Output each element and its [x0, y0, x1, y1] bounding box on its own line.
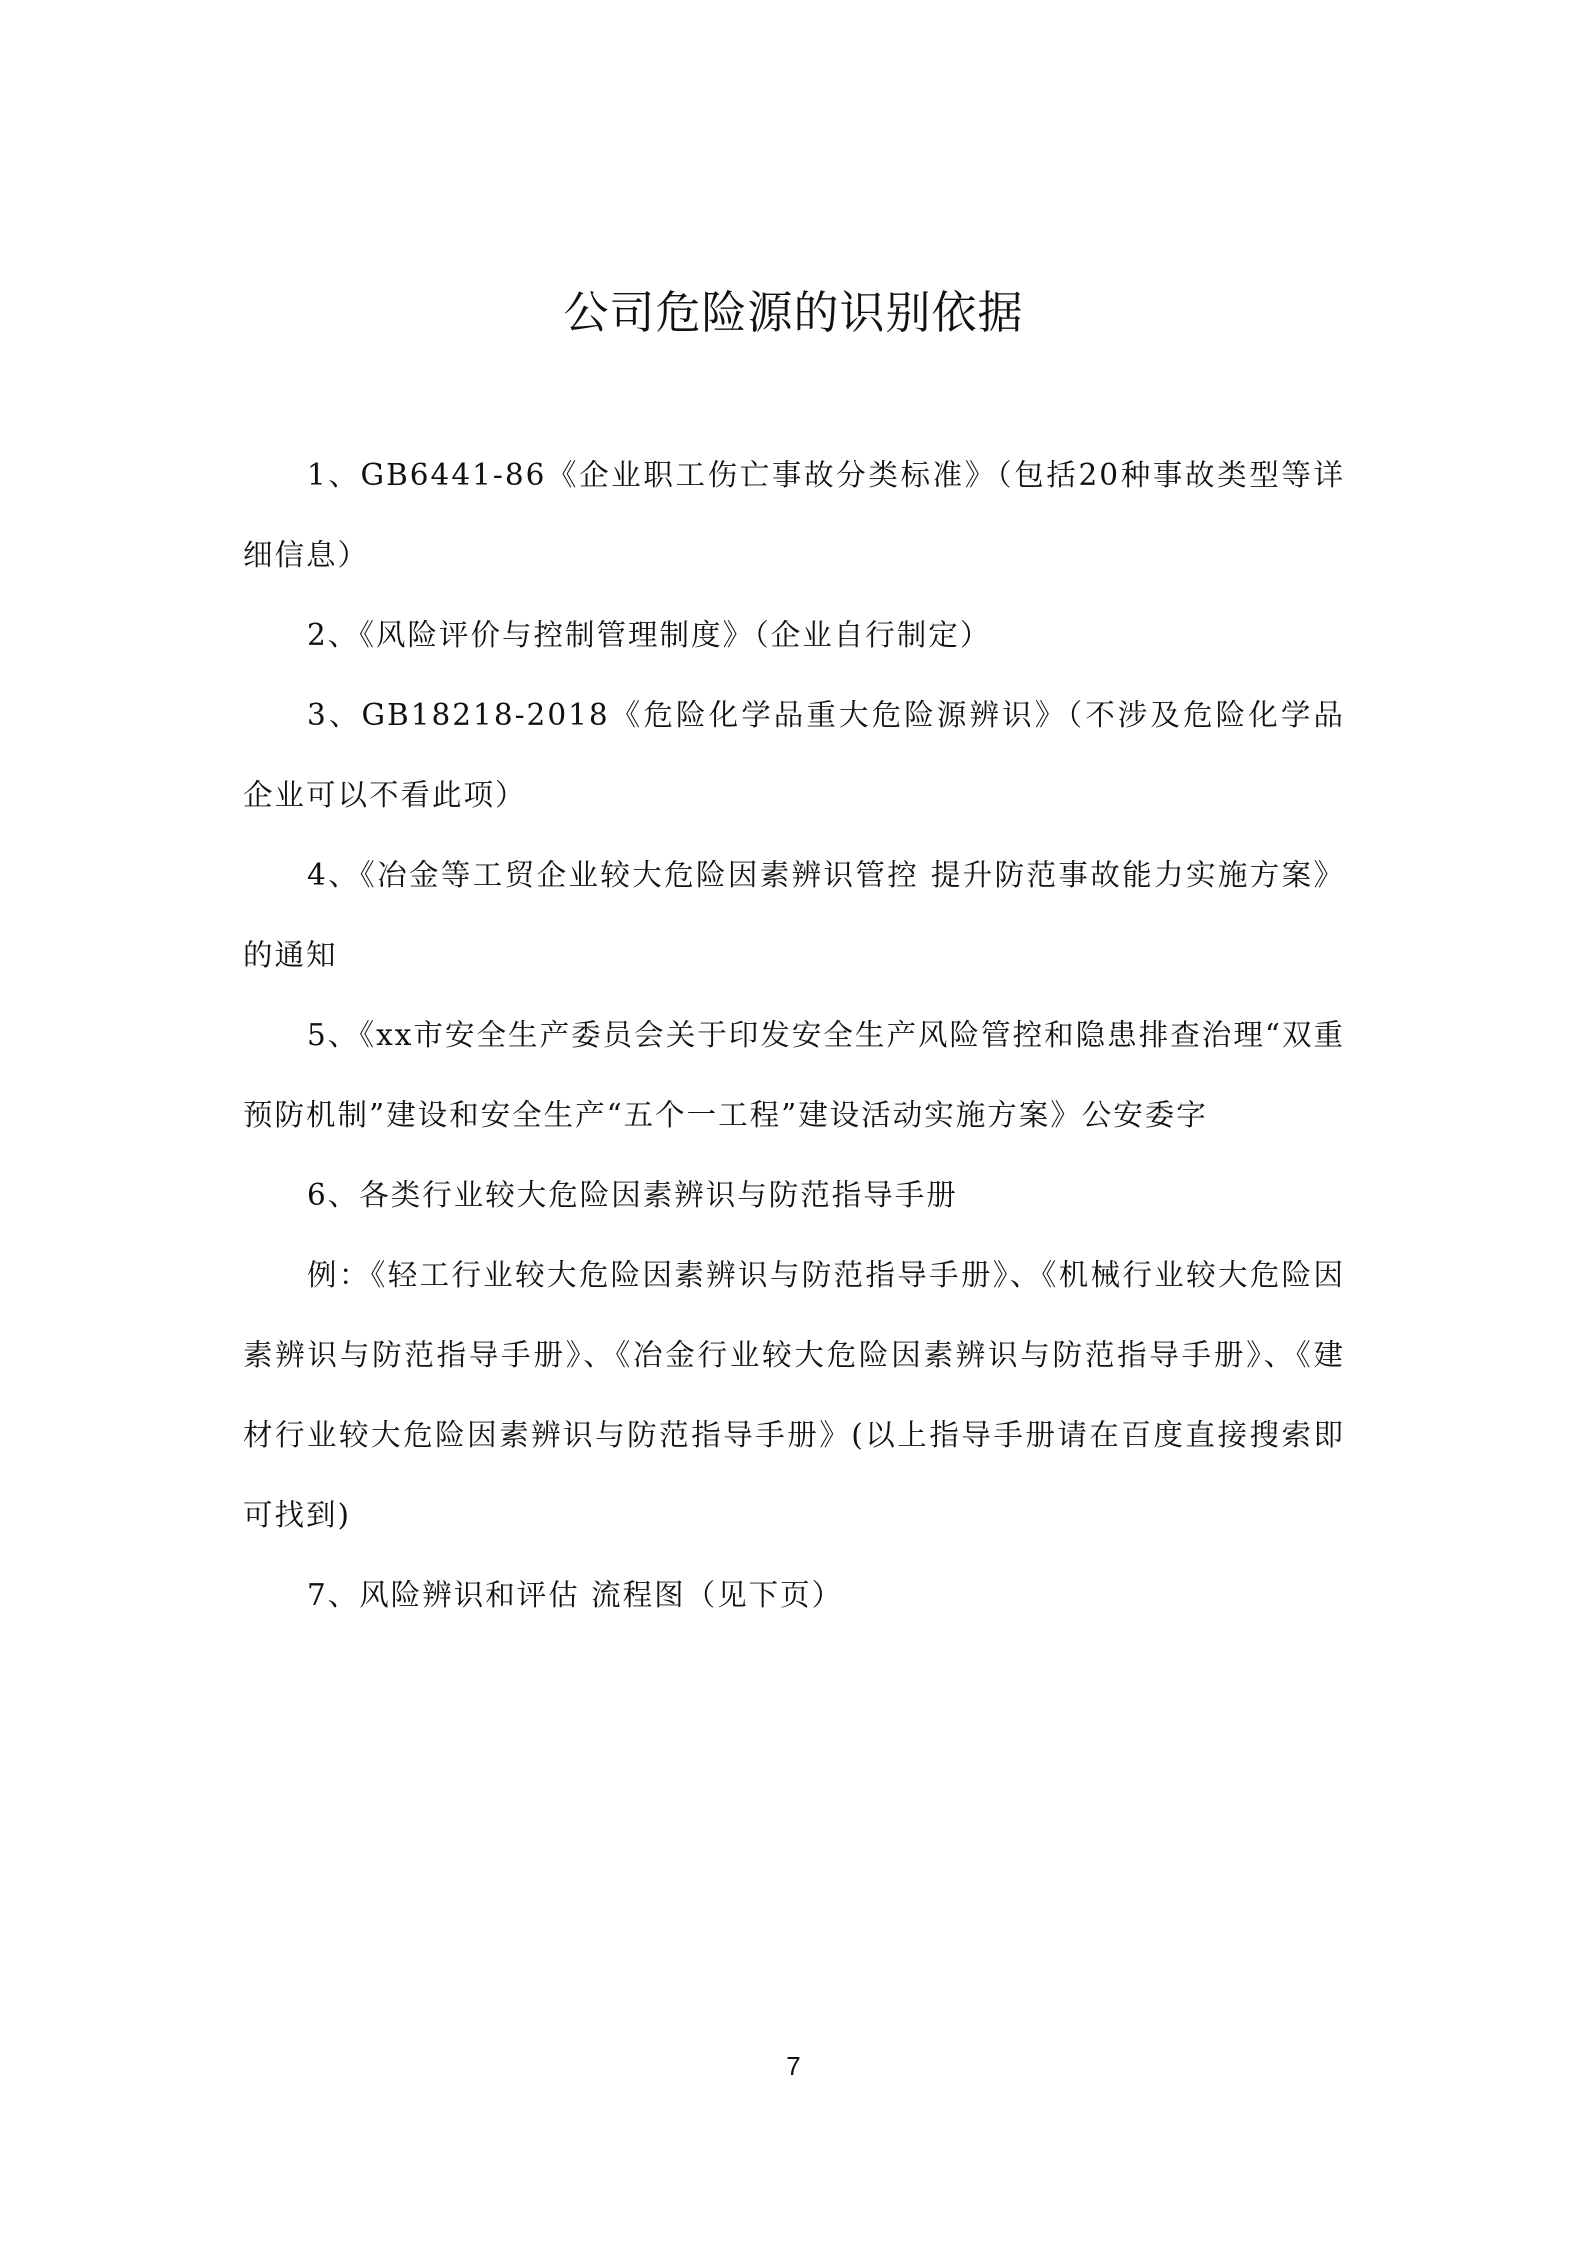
page-title: 公司危险源的识别依据	[563, 286, 1024, 339]
paragraph-2: 2、《风险评价与控制管理制度》（企业自行制定）	[307, 618, 992, 652]
paragraph-3: 3、GB18218-2018《危险化学品重大危险源辨识》（不涉及危险化学品企业可以不看此项）	[243, 698, 1345, 812]
paragraph-example: 例：《轻工行业较大危险因素辨识与防范指导手册》、《机械行业较大危险因素辨识与防范指导手册》、《冶金行业较大危险因素辨识与防范指导手册》、《建材行业较大危险因素辨识与防范指导手册》(以上指导手册请在百度直接搜索即可找到)	[243, 1258, 1345, 1532]
paragraph-1: 1、GB6441-86《企业职工伤亡事故分类标准》（包括20种事故类型等详细信息）	[243, 458, 1345, 572]
paragraph-5: 5、《xx市安全生产委员会关于印发安全生产风险管控和隐患排查治理“双重预防机制”建设和安全生产“五个一工程”建设活动实施方案》公安委字	[243, 1018, 1345, 1132]
document-body	[243, 435, 1345, 1635]
paragraph-4: 4、《冶金等工贸企业较大危险因素辨识管控 提升防范事故能力实施方案》的通知	[243, 858, 1345, 972]
paragraph-6: 6、各类行业较大危险因素辨识与防范指导手册	[307, 1178, 958, 1212]
page-number: 7	[786, 2051, 801, 2081]
paragraph-7: 7、风险辨识和评估 流程图（见下页）	[307, 1578, 844, 1612]
